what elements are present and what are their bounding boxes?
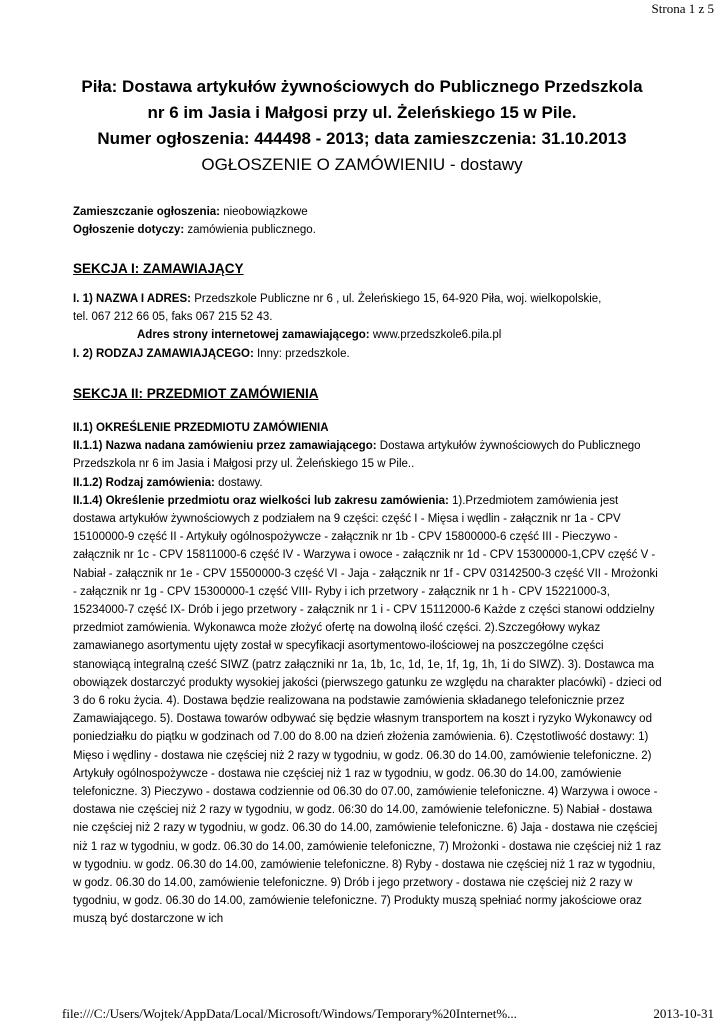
title-line-3: Numer ogłoszenia: 444498 - 2013; data zamieszczenia: 31.10.2013 [97, 129, 627, 148]
notice-subtitle: OGŁOSZENIE O ZAMÓWIENIU - dostawy [201, 155, 523, 174]
placement-value: nieobowiązkowe [223, 206, 308, 218]
buyer-type-row [73, 345, 663, 363]
contract-name-label: II.1.1) Nazwa nadana zamówieniu przez zamawiającego: [73, 440, 377, 453]
placement-row [73, 203, 316, 221]
subject-subheading [73, 419, 663, 437]
section-1-content [73, 290, 663, 363]
contract-name-row [73, 437, 663, 473]
section-1-title: SEKCJA I: ZAMAWIAJĄCY [73, 261, 244, 276]
contract-kind-row [73, 474, 663, 492]
file-path: file:///C:/Users/Wojtek/AppData/Local/Microsoft/Windows/Temporary%20Internet%... [62, 1006, 517, 1021]
scope-text: 1).Przedmiotem zamówienia jest dostawa artykułów żywnościowych z podziałem na 9 części: część I - Mięsa i wędlin - załącznik nr 1a - CPV 15100000-9 część II - Artykuły ogólnospożywcze - załącznik nr 1b - CPV 15800000-6 część III - Pieczywo - załącznik nr 1c - CPV 15811000-6 część IV - Warzywa i owoce - załącznik nr 1d - CPV 15300000-1,CPV część V - Nabiał - załącznik nr 1e - CPV 15500000-3 część VI - Jaja - załącznik nr 1f - CPV 03142500-3 część VII - Mrożonki - załącznik nr 1g - CPV 15300000-1 część VIII- Ryby i ich przetwory - załącznik nr 1 h - CPV 15221000-3, 15234000-7 część IX- Drób i jego przetwory - załącznik nr 1 i - CPV 15112000-6 Każde z części stanowi oddzielny przedmiot zamówienia. Wykonawca może złożyć ofertę na dowolną ilość części. 2).Szczegółowy wykaz zamawianego asortymentu ujęty został w specyfikacji asortymentowo-ilościowej na poszczególne części stanowiącą integralną cześć SIWZ (patrz załączniki nr 1a, 1b, 1c, 1d, 1e, 1f, 1g, 1h, 1i do SIWZ). 3). Dostawca ma obowiązek dostarczyć produkty wysokiej jakości (pierwszego gatunku ze względu na charakter placówki) - dzieci od 3 do 6 roku życia. 4). Dostawa będzie realizowana na podstawie zamówienia składanego telefonicznie przez Zamawiającego. 5). Dostawa towarów odbywać się będzie własnym transportem na koszt i ryzyko Wykonawcy od poniedziałku do piątku w godzinach od 7.00 do 8.00 na dzień złożenia zamówienia. 6). Częstotliwość dostawy: 1) Mięso i wędliny - dostawa nie częściej niż 2 razy w tygodniu, w godz. 06.30 do 14.00, zamówienie telefoniczne. 2) Artykuły ogólnospożywcze - dostawa nie częściej niż 1 raz w tygodniu, w godz. 06.30 do 14.00, zamówienie telefoniczne. 3) Pieczywo - dostawa codziennie od 06.30 do 07.00, zamówienie telefoniczne. 4) Warzywa i owoce - dostawa nie częściej niż 2 razy w tygodniu, w godz. 06:30 do 14.00, zamówienie telefoniczne. 5) Nabiał - dostawa nie częściej niż 2 razy w tygodniu, w godz. 06.30 do 14.00, zamówienie telefoniczne. 6) Jaja - dostawa nie częściej niż 1 raz w tygodniu, w godz. 06.30 do 14.00, zamówienie telefoniczne, 7) Mrożonki - dostawa nie częściej niż 1 raz w tygodniu. w godz. 06.30 do 14.00, zamówienie telefoniczne. 8) Ryby - dostawa nie częściej niż 1 raz w tygodniu, w godz. 06.30 do 14.00, zamówienie telefoniczne. 9) Drób i jego przetwory - dostawa nie częściej niż 2 razy w tygodniu, w godz. 06.30 do 14.00, zamówienie telefoniczne. 7) Produkty muszą spełniać normy jakościowe oraz muszą być dostarczone w ich [73, 494, 662, 926]
name-address-row [73, 290, 663, 308]
buyer-type-label: I. 2) RODZAJ ZAMAWIAJĄCEGO: [73, 347, 254, 360]
contact-row: tel. 067 212 66 05, faks 067 215 52 43. [73, 311, 273, 324]
section-2-title: SEKCJA II: PRZEDMIOT ZAMÓWIENIA [73, 386, 319, 401]
notice-meta [73, 203, 316, 239]
scope-row [73, 492, 663, 929]
placement-label: Zamieszczanie ogłoszenia: [73, 206, 220, 218]
section-2-header [73, 419, 663, 929]
title-line-2: nr 6 im Jasia i Małgosi przy ul. Żeleńskiego 15 w Pile. [147, 103, 577, 122]
contract-kind-label: II.1.2) Rodzaj zamówienia: [73, 476, 215, 489]
website-row [73, 326, 663, 344]
name-address-label: I. 1) NAZWA I ADRES: [73, 293, 191, 305]
buyer-type-value: Inny: przedszkole. [257, 347, 350, 360]
page-number: Strona 1 z 5 [651, 1, 714, 16]
concerns-value: zamówienia publicznego. [187, 224, 316, 236]
scope-label: II.1.4) Określenie przedmiotu oraz wielkości lub zakresu zamówienia: [73, 494, 449, 507]
contract-kind-value: dostawy. [218, 476, 263, 489]
browser-footer [62, 1006, 714, 1022]
name-address-value: Przedszkole Publiczne nr 6 , ul. Żeleńskiego 15, 64-920 Piła, woj. wielkopolskie, [194, 293, 602, 305]
concerns-row [73, 221, 316, 239]
concerns-label: Ogłoszenie dotyczy: [73, 224, 185, 236]
print-date: 2013-10-31 [653, 1006, 714, 1021]
website-label: Adres strony internetowej zamawiającego: [137, 329, 370, 342]
notice-title [40, 74, 684, 178]
title-line-1: Piła: Dostawa artykułów żywnościowych do Publicznego Przedszkola [81, 77, 643, 96]
subject-subheading-text: II.1) OKREŚLENIE PRZEDMIOTU ZAMÓWIENIA [73, 422, 329, 434]
website-value: www.przedszkole6.pila.pl [372, 329, 502, 342]
contract-name-value: Dostawa artykułów żywnościowych do Publicznego Przedszkola nr 6 im Jasia i Małgosi przy ul. Żeleńskiego 15 w Pile.. [73, 440, 641, 471]
